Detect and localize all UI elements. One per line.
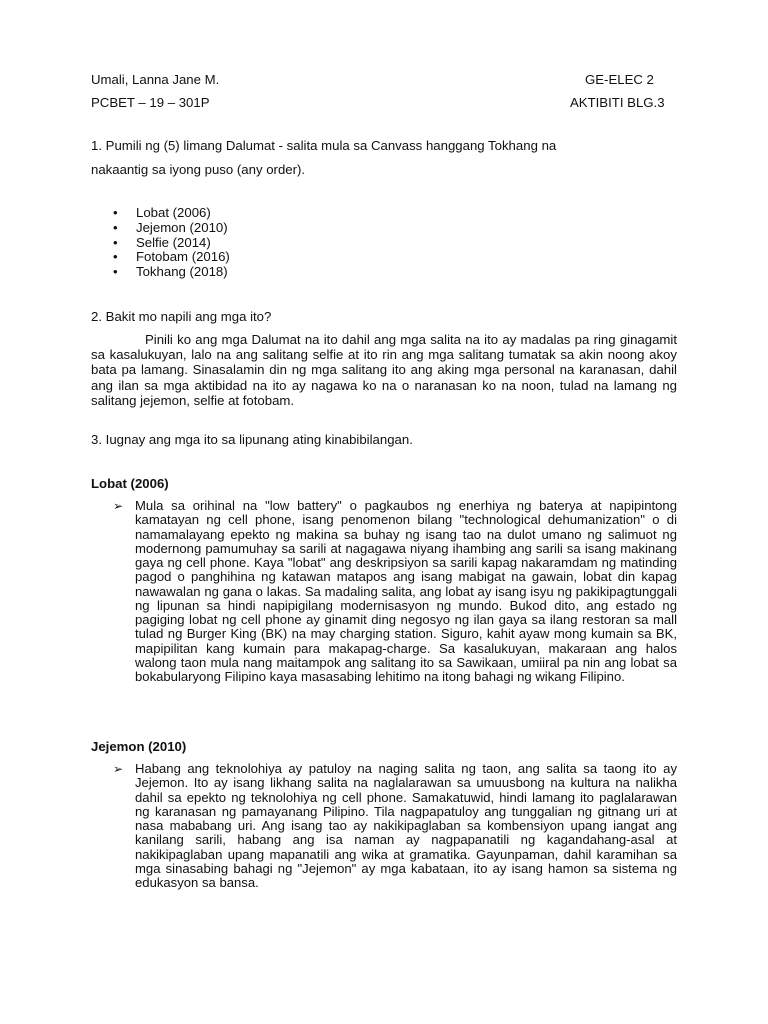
bullet-icon: • — [113, 219, 118, 235]
section-paragraph: Mula sa orihinal na "low battery" o pagkaubos ng enerhiya ng baterya at napipintong kamatayan ng cell phone, isang penomenon bilang "technological dehumanization" o di namamalayang epekto ng makina sa buhay ng isang tao na dulot umano ng salimuot ng modernong pamumuhay sa sarili at nagagawa niyang ihambing ang sarili sa isang makinang gaya ng cell phone. Kaya "lobat" ang deskripsiyon sa sarili kapag nakaramdam ng matinding pagod o panghihina ng katawan matapos ang isang mabigat na gawain, lobat din kapag nawawalan ng gana o lakas. Sa madaling salita, ang lobat ay isang isyu ng pakikipagtunggali ng lipunan sa hindi napipigilang modernisasyon ng mundo. Bukod dito, ang estado ng pagiging lobat ng cell phone ay ginamit ding negosyo ng ilan gaya sa ilang restoran sa mall tulad ng Burger King (BK) na may charging station. Siguro, kahit ayaw mong kumain sa BK, mapipilitan kang kumain para makapag-charge. Sa kasalukuyan, makaraan ang halos walong taon mula nang maitampok ang salitang ito sa Sawikaan, umiiral pa nin ang lobat sa bokabularyong Filipino kaya masasabing lehitimo na itong bahagi ng wikang Filipino. — [135, 498, 677, 684]
question-3: 3. Iugnay ang mga ito sa lipunang ating kinabibilangan. — [91, 432, 413, 447]
question-2: 2. Bakit mo napili ang mga ito? — [91, 309, 272, 324]
student-name: Umali, Lanna Jane M. — [91, 72, 220, 87]
course-code: GE-ELEC 2 — [585, 72, 654, 87]
activity-number: AKTIBITI BLG.3 — [570, 95, 665, 110]
section-code: PCBET – 19 – 301P — [91, 95, 210, 110]
section-heading-lobat: Lobat (2006) — [91, 476, 169, 491]
arrow-bullet-icon: ➢ — [113, 499, 124, 513]
section-paragraph: Habang ang teknolohiya ay patuloy na naging salita ng taon, ang salita sa taong ito ay Jejemon. Ito ay isang likhang salita na naglalarawan sa umuusbong na kultura na nalikha dahil sa epekto ng teknolohiya ng cell phone. Samakatuwid, hindi lamang ito paglalarawan ng karanasan ng pamayanang Pilipino. Tila nagpapatuloy ang tunggalian ng gitnang uri at nasa mababang uri. Ang isang tao ay nakikipaglaban sa kombensiyon upang iangat ang kanilang sarili, habang ang isa naman ay nagpapanatili ng kagandahang-asal at nakikipaglaban upang mapanatili ang wika at gramatika. Gayunpaman, dahil karamihan sa mga sinasabing bahagi ng "Jejemon" ay mga kabataan, ito ay isang hamon sa sistema ng edukasyon sa bansa. — [135, 761, 677, 890]
bullet-icon: • — [113, 264, 118, 280]
arrow-bullet-icon: ➢ — [113, 762, 124, 776]
document-page: Umali, Lanna Jane M. GE-ELEC 2 PCBET – 19 – 301P AKTIBITI BLG.3 1. Pumili ng (5) limang Dalumat - salita mula sa Canvass hanggang Tokhang na nakaantig sa iyong puso (any order). • Lobat (2006) • Jejemon (2010) • Selfie (2014) • Fotobam (2016) • Tokhang (2018) 2. Bakit mo napili ang mga ito? Pinili ko ang mga Dalumat na ito dahil ang mga salita na ito ay madalas pa ring ginagamit sa kasalukuyan, lalo na ang salitang selfie at ito rin ang mga salitang tumatak sa akin noong akoy bata pa lamang. Sinasalamin din ng mga salitang ito ang aking mga personal na karanasan, dahil ang ilan sa mga aktibidad na ito ay nagawa ko na o naranasan ko na noon, tulad na lamang ng salitang jejemon, selfie at fotobam. 3. Iugnay ang mga ito sa lipunang ating kinabibilangan. Lobat (2006) ➢ Mula sa orihinal na "low battery" o pagkaubos ng enerhiya ng baterya at napipintong kamatayan ng cell phone, isang penomenon bilang "technological dehumanization" o di namamalayang epekto ng makina sa buhay ng isang tao na dulot umano ng salimuot ng modernong pamumuhay sa sarili at nagagawa niyang ihambing ang sarili sa isang makinang gaya ng cell phone. Kaya "lobat" ang deskripsiyon sa sarili kapag nakaramdam ng matinding pagod o panghihina ng katawan matapos ang isang mabigat na gawain, lobat din kapag nawawalan ng gana o lakas. Sa madaling salita, ang lobat ay isang isyu ng pakikipagtunggali ng lipunan sa hindi napipigilang modernisasyon ng mundo. Bukod dito, ang estado ng pagiging lobat ng cell phone ay ginamit ding negosyo ng ilan gaya sa ilang restoran sa mall tulad ng Burger King (BK) na may charging station. Siguro, kahit ayaw mong kumain sa BK, mapipilitan kang kumain para makapag-charge. Sa kasalukuyan, makaraan ang halos walong taon mula nang maitampok ang salitang ito sa Sawikaan, umiiral pa nin ang lobat sa bokabularyong Filipino kaya masasabing lehitimo na itong bahagi ng wikang Filipino. Jejemon (2010) ➢ Habang ang teknolohiya ay patuloy na naging salita ng taon, ang salita sa taong ito ay Jejemon. Ito ay isang likhang salita na naglalarawan sa umuusbong na kultura na nalikha dahil sa epekto ng teknolohiya ng cell phone. Samakatuwid, hindi lamang ito paglalarawan ng karanasan ng pamayanang Pilipino. Tila nagpapatuloy ang tunggalian ng gitnang uri at nasa mababang uri. Ang isang tao ay nakikipaglaban sa kombensiyon upang iangat ang kanilang sarili, habang ang isa naman ay nagpapanatili ng kagandahang-asal at nakikipaglaban upang mapanatili ang wika at gramatika. Gayunpaman, dahil karamihan sa mga sinasabing bahagi ng "Jejemon" ay mga kabataan, ito ay isang hamon sa sistema ng edukasyon sa bansa. — [91, 72, 677, 890]
bullet-icon: • — [113, 234, 118, 250]
question-2-answer: Pinili ko ang mga Dalumat na ito dahil ang mga salita na ito ay madalas pa ring ginagamit sa kasalukuyan, lalo na ang salitang selfie at ito rin ang mga salitang tumatak sa akin noong akoy bata pa lamang. Sinasalamin din ng mga salitang ito ang aking mga personal na karanasan, dahil ang ilan sa mga aktibidad na ito ay nagawa ko na o naranasan ko na noon, tulad na lamang ng salitang jejemon, selfie at fotobam. — [91, 332, 677, 408]
bullet-icon: • — [113, 205, 118, 220]
question-1-line-1: 1. Pumili ng (5) limang Dalumat - salita mula sa Canvass hanggang Tokhang na — [91, 138, 557, 153]
section-heading-jejemon: Jejemon (2010) — [91, 739, 187, 754]
question-1-line-2: nakaantig sa iyong puso (any order). — [91, 162, 306, 177]
bullet-icon: • — [113, 249, 118, 265]
